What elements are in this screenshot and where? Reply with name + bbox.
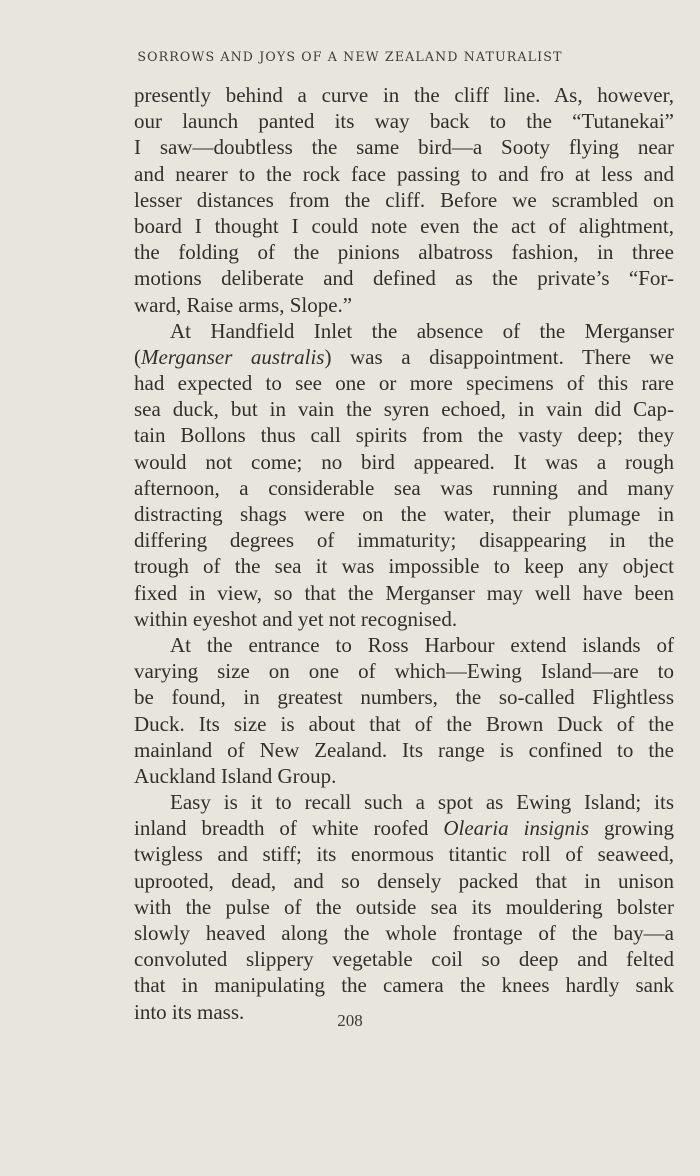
- text-line: mainland of New Zealand. Its range is confined to the: [134, 737, 674, 762]
- text-line: convoluted slippery vegetable coil so deep and felted: [134, 947, 674, 972]
- text-line: and nearer to the rock face passing to and fro at less and: [134, 161, 674, 186]
- text-segment: inland breadth of white roofed: [134, 816, 444, 841]
- text-line: the folding of the pinions albatross fashion, in three: [134, 240, 674, 265]
- text-line: At Handfield Inlet the absence of the Merganser: [170, 318, 674, 343]
- text-segment: growing: [589, 816, 674, 841]
- text-line: lesser distances from the cliff. Before we scrambled on: [134, 187, 674, 212]
- text-line: twigless and stiff; its enormous titantic roll of seaweed,: [134, 842, 674, 867]
- text-line: within eyeshot and yet not recognised.: [134, 606, 458, 631]
- text-line: had expected to see one or more specimens of this rare: [134, 371, 674, 396]
- text-line: be found, in greatest numbers, the so-called Flightless: [134, 685, 674, 710]
- text-line: our launch panted its way back to the “Tutanekai”: [134, 109, 674, 134]
- text-line: that in manipulating the camera the knees hardly sank: [134, 973, 674, 998]
- text-line: into its mass.: [134, 999, 245, 1024]
- text-line: distracting shags were on the water, their plumage in: [134, 502, 674, 526]
- text-line: Auckland Island Group.: [134, 763, 337, 788]
- text-line: presently behind a curve in the cliff line. As, however,: [134, 83, 674, 107]
- text-line: would not come; no bird appeared. It was a rough: [134, 449, 674, 474]
- text-line: fixed in view, so that the Merganser may well have been: [134, 580, 674, 605]
- species-name: Merganser australis: [141, 344, 325, 369]
- text-line: afternoon, a considerable sea was running and many: [134, 475, 674, 500]
- text-line: ward, Raise arms, Slope.”: [134, 292, 353, 317]
- text-segment: ) was a disappointment. There we: [324, 344, 674, 369]
- text-line: board I thought I could note even the act of alightment,: [134, 213, 674, 238]
- text-line: trough of the sea it was impossible to keep any object: [134, 554, 674, 579]
- running-head: SORROWS AND JOYS OF A NEW ZEALAND NATURALIST: [137, 49, 563, 64]
- text-line: [134, 344, 674, 370]
- page-number: 208: [337, 1011, 363, 1030]
- text-line: varying size on one of which—Ewing Island—are to: [134, 659, 674, 684]
- paragraph: [134, 789, 674, 1025]
- paragraph: [134, 318, 674, 632]
- species-name: Olearia insignis: [443, 816, 590, 841]
- paragraph: [134, 632, 674, 789]
- text-line: slowly heaved along the whole frontage of the bay—a: [134, 921, 674, 945]
- text-line: uprooted, dead, and so densely packed that in unison: [134, 868, 674, 893]
- body-text: [134, 82, 674, 1025]
- text-line: I saw—doubtless the same bird—a Sooty flying near: [134, 135, 674, 160]
- text-line: Duck. Its size is about that of the Brown Duck of the: [134, 711, 674, 736]
- text-line: tain Bollons thus call spirits from the vasty deep; they: [134, 423, 674, 448]
- text-line: motions deliberate and defined as the private’s “For-: [134, 266, 674, 291]
- text-segment: (: [134, 344, 141, 369]
- text-line: [134, 815, 674, 841]
- paragraph: [134, 82, 674, 318]
- text-line: sea duck, but in vain the syren echoed, in vain did Cap-: [134, 397, 674, 422]
- text-line: At the entrance to Ross Harbour extend islands of: [170, 632, 674, 657]
- text-line: with the pulse of the outside sea its mouldering bolster: [134, 894, 674, 919]
- text-line: Easy is it to recall such a spot as Ewing Island; its: [170, 790, 674, 815]
- text-line: differing degrees of immaturity; disappearing in the: [134, 528, 674, 553]
